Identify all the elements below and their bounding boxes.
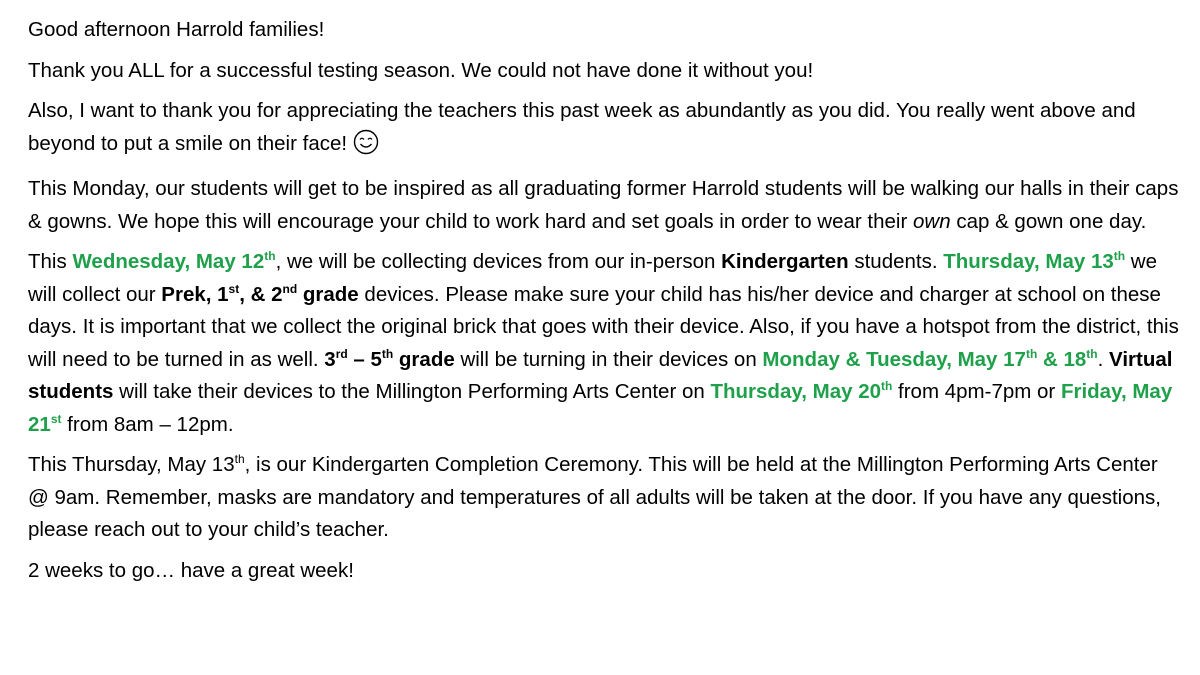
grades-text: 3 [324, 347, 336, 371]
devices-text: will be turning in their devices on [454, 347, 763, 371]
ordinal-suffix: st [50, 411, 62, 426]
kindergarten-label: Kindergarten [721, 250, 849, 273]
thanks-paragraph [28, 55, 1180, 88]
grades-text: , & 2 [239, 282, 283, 306]
ordinal-suffix: th [1025, 346, 1038, 361]
date-thursday-20 [710, 380, 892, 403]
devices-text: . [1097, 347, 1110, 371]
virtual-students-label: Virtual students [28, 347, 1173, 403]
monday-text-b: cap & gown one day. [950, 209, 1147, 233]
appreciation-paragraph [28, 95, 1180, 165]
ordinal-suffix: th [881, 379, 893, 393]
devices-text: we will collect our [28, 250, 1158, 306]
grades-text: grade [297, 282, 359, 306]
ordinal-suffix: st [228, 281, 240, 296]
date-thursday-20-text: Thursday, May 20 [710, 380, 882, 403]
greeting-paragraph [28, 14, 1180, 47]
smiley-face-icon [353, 129, 379, 166]
ordinal-suffix: th [234, 452, 245, 466]
closing-text: 2 weeks to go… have a great week! [28, 558, 354, 582]
grades-prek-2 [161, 283, 358, 306]
devices-text: devices. Please make sure your child has his/her device and charger at school on these days. It is important that we collect the original brick that goes with their device. Also, if you have a hotspot from the district, this will need to be turned in as well. [28, 282, 1179, 371]
date-monday-tuesday-text: & 18 [1037, 347, 1087, 371]
ordinal-suffix: rd [335, 346, 348, 361]
devices-text: students. [848, 250, 944, 273]
greeting-text: Good afternoon Harrold families! [28, 18, 325, 41]
devices-text: , we will be collecting devices from our in-person [275, 250, 722, 273]
thanks-text: Thank you ALL for a successful testing season. We could not have done it without you! [28, 58, 814, 82]
monday-emphasis: own [913, 209, 951, 233]
grades-3-5 [324, 348, 454, 371]
monday-paragraph [28, 173, 1180, 238]
date-wednesday-text: Wednesday, May 12 [72, 250, 265, 273]
grades-text: Prek, 1 [161, 282, 229, 306]
devices-text: from 8am – 12pm. [61, 412, 234, 436]
ordinal-suffix: th [264, 249, 276, 263]
devices-text: from 4pm-7pm or [892, 380, 1061, 403]
ordinal-suffix: th [1086, 346, 1098, 361]
devices-text: will take their devices to the Millington Performing Arts Center on [113, 380, 711, 403]
date-monday-tuesday [762, 348, 1097, 371]
date-thursday-text: Thursday, May 13 [943, 250, 1114, 273]
appreciation-text: Also, I want to thank you for appreciating the teachers this past week as abundantly as you did. You really went above and beyond to put a smile on their face! [28, 99, 1136, 155]
ordinal-suffix: nd [282, 281, 298, 296]
ordinal-suffix: th [381, 346, 394, 361]
date-thursday [943, 250, 1125, 273]
ceremony-text-b: , is our Kindergarten Completion Ceremony. This will be held at the Millington Performing Arts Center @ 9am. Remember, masks are mandatory and temperatures of all adults will be taken at the door. If you have any questions, please reach out to your child’s teacher. [28, 453, 1161, 541]
devices-text: This [28, 250, 73, 273]
grades-text: grade [393, 347, 455, 371]
monday-text-a: This Monday, our students will get to be inspired as all graduating former Harrold students will be walking our halls in their caps & gowns. We hope this will encourage your child to work hard and set goals in order to wear their [28, 177, 1179, 233]
ceremony-paragraph [28, 449, 1180, 547]
ceremony-text-a: This Thursday, May 13 [28, 453, 235, 476]
ordinal-suffix: th [1113, 249, 1126, 263]
closing-paragraph [28, 555, 1180, 588]
devices-paragraph [28, 246, 1180, 441]
date-monday-tuesday-text: Monday & Tuesday, May 17 [762, 347, 1026, 371]
grades-text: – 5 [347, 347, 382, 371]
date-wednesday [72, 250, 275, 273]
date-friday-21-text: Friday, May 21 [28, 380, 1173, 436]
